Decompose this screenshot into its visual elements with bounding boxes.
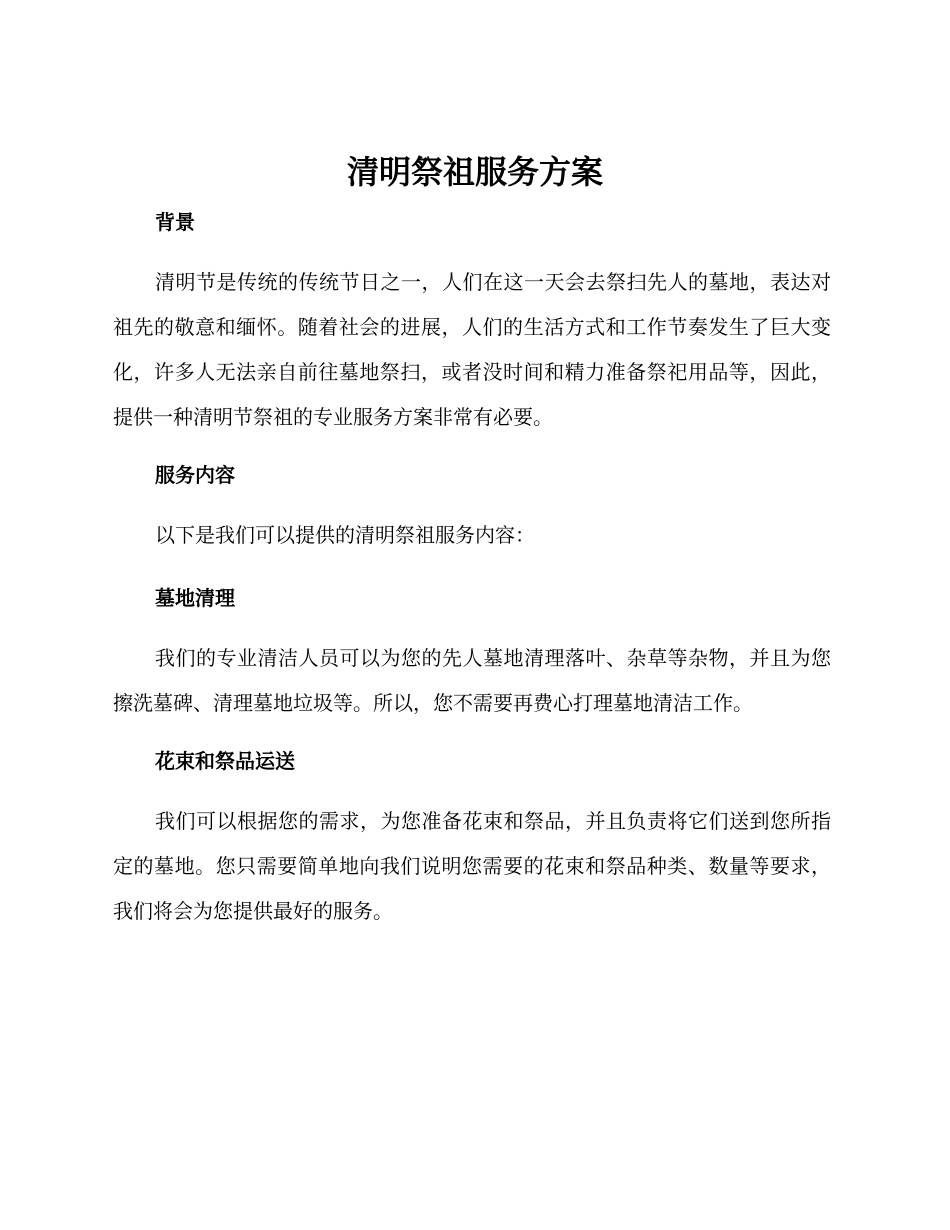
section-paragraph: 以下是我们可以提供的清明祭祖服务内容： <box>155 523 535 547</box>
section-flower-offering-delivery <box>113 741 831 934</box>
section-heading: 服务内容 <box>155 463 235 487</box>
section-cemetery-cleaning <box>113 578 831 726</box>
section-paragraph: 我们的专业清洁人员可以为您的先人墓地清理落叶、杂草等杂物，并且为您擦洗墓碑、清理墓地垃圾等。所以，您不需要再费心打理墓地清洁工作。 <box>113 646 831 715</box>
section-paragraph: 清明节是传统的传统节日之一，人们在这一天会去祭扫先人的墓地，表达对祖先的敬意和缅怀。随着社会的进展，人们的生活方式和工作节奏发生了巨大变化，许多人无法亲自前往墓地祭扫，或者没时间和精力准备祭祀用品等，因此，提供一种清明节祭祖的专业服务方案非常有必要。 <box>113 270 831 429</box>
section-heading: 背景 <box>155 210 195 234</box>
section-heading: 墓地清理 <box>155 586 235 610</box>
document-body <box>113 202 831 949</box>
section-service-content <box>113 455 831 558</box>
section-paragraph: 我们可以根据您的需求，为您准备花束和祭品，并且负责将它们送到您所指定的墓地。您只需要简单地向我们说明您需要的花束和祭品种类、数量等要求，我们将会为您提供最好的服务。 <box>113 809 831 923</box>
section-heading: 花束和祭品运送 <box>155 749 295 773</box>
document-title: 清明祭祖服务方案 <box>346 153 603 191</box>
section-background <box>113 202 831 440</box>
